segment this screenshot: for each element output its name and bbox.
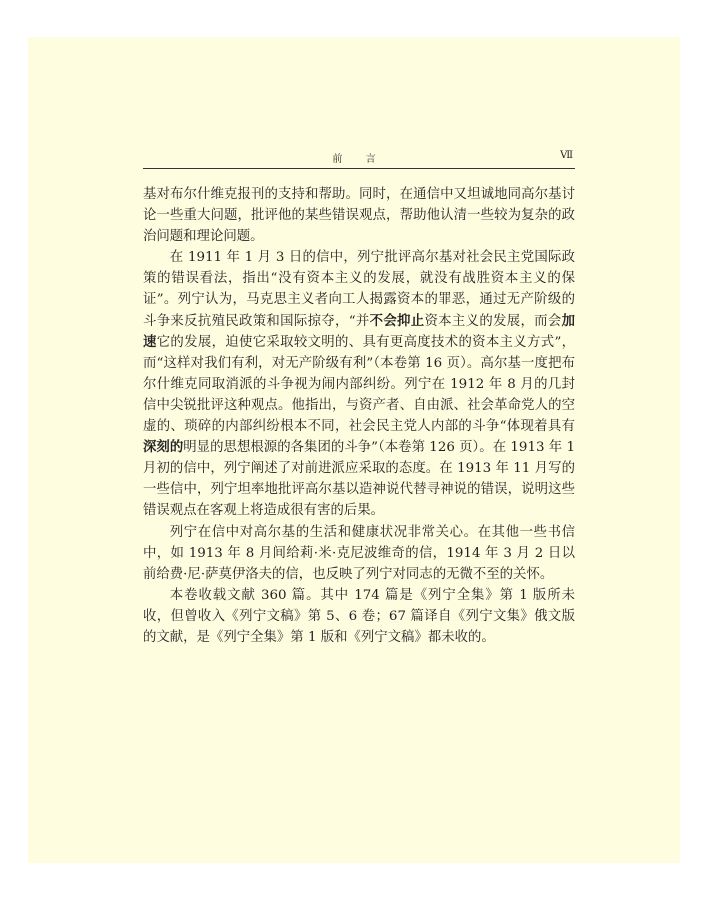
paragraph-1: 基对布尔什维克报刊的支持和帮助。同时，在通信中又坦诚地同高尔基讨论一些重大问题，批评他的某些错误观点，帮助他认清一些较为复杂的政治问题和理论问题。 [143,187,575,245]
emphasis-profound: 深刻的 [143,440,184,456]
paragraph-2-text-1: 在 1911 年 1 月 3 日的信中，列宁批评高尔基对社会民主党国际政策的错误看法，指出“没有资本主义的发展，就没有战胜资本主义的保证”。列宁认为，马克思主义者向工人揭露资本的罪恶，通过无产阶级的斗争来反抗殖民政策和国际掠夺，“并 [143,250,575,329]
paragraph-2 [143,247,575,521]
running-header [143,148,575,169]
body-text [143,184,575,648]
paragraph-2-text-3: 它的发展，迫使它采取较文明的、具有更高度技术的资本主义方式”，而“这样对我们有利，对无产阶级有利”（本卷第 16 页）。高尔基一度把布尔什维克同取消派的斗争视为闹内部纠纷。列宁在 1912 年 8 月的几封信中尖锐批评这种观点。他指出，与资产者、自由派、社会革命党人的空虚的、琐碎的内部纠纷根本不同，社会民主党人内部的斗争“体现着具有 [143,334,576,435]
header-title: 前 言 [332,154,386,165]
paragraph-2-text-2: 资本主义的发展，而会 [424,313,562,329]
paragraph-3: 列宁在信中对高尔基的生活和健康状况非常关心。在其他一些书信中，如 1913 年 8 月间给莉·米·克尼波维奇的信，1914 年 3 月 2 日以前给费·尼·萨莫伊洛夫的信，也反映了列宁对同志的无微不至的关怀。 [143,524,575,582]
paragraph-4: 本卷收载文献 360 篇。其中 174 篇是《列宁全集》第 1 版所未收，但曾收入《列宁文稿》第 5、6 卷；67 篇译自《列宁文集》俄文版的文献，是《列宁全集》第 1 版和《列宁文稿》都未收的。 [143,587,575,645]
emphasis-accelerate: 加速 [143,313,576,350]
page-number: Ⅶ [560,150,573,161]
emphasis-not-restrain: 不会抑止 [369,313,425,329]
paragraph-2-text-4: 明显的思想根源的各集团的斗争”（本卷第 126 页）。在 1913 年 1 月初的信中，列宁阐述了对前进派应采取的态度。在 1913 年 11 月写的一些信中，列宁坦率地批评高尔基以造神说代替寻神说的错误，说明这些错误观点在客观上将造成很有害的后果。 [143,440,575,519]
